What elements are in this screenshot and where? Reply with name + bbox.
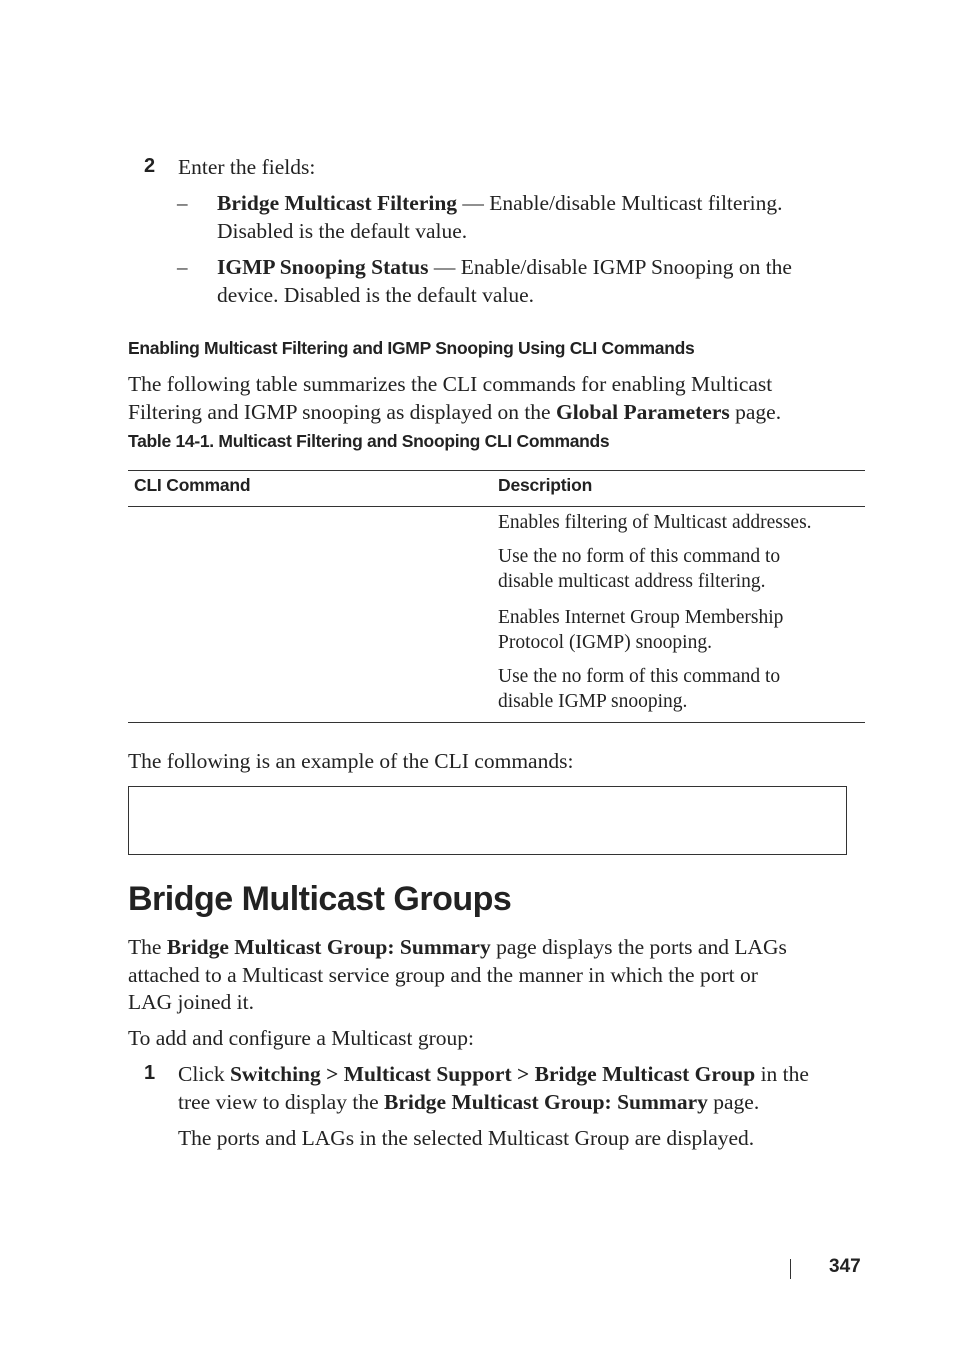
para-line: The: [128, 935, 167, 959]
example-intro: The following is an example of the CLI commands:: [128, 749, 574, 773]
table-cell-description: [498, 664, 780, 714]
table-cell-description: [498, 605, 783, 655]
table-header-cli-command: CLI Command: [134, 475, 251, 495]
field-bridge-multicast-filtering: [217, 190, 782, 245]
code-example-box: [128, 786, 847, 855]
para-line: page displays the ports and LAGs: [490, 935, 787, 959]
field-igmp-snooping-status: [217, 254, 792, 309]
cell-line: Enables Internet Group Membership: [498, 607, 784, 628]
table-top-rule: [128, 470, 865, 471]
field-desc-cont: Disabled is the default value.: [217, 218, 468, 243]
cell-line: Protocol (IGMP) snooping.: [498, 632, 712, 653]
step-intro: Enter the fields:: [178, 155, 316, 179]
table-cell-description: [498, 544, 780, 594]
step-text: tree view to display the: [178, 1089, 384, 1114]
field-name: IGMP Snooping Status: [217, 255, 429, 279]
para-line: page.: [729, 399, 782, 424]
step-text: page.: [707, 1089, 760, 1114]
ui-reference: Bridge Multicast Group: Summary: [166, 935, 491, 959]
ui-reference: Bridge Multicast Group: Summary: [383, 1089, 708, 1114]
section-paragraph: [128, 371, 781, 426]
list-dash: –: [177, 255, 188, 279]
step-number: 1: [144, 1062, 156, 1084]
bmg-instructions-intro: To add and configure a Multicast group:: [128, 1026, 474, 1050]
step-text: in the: [755, 1062, 809, 1086]
table-cell-description: [498, 510, 812, 535]
table-caption: Table 14-1. Multicast Filtering and Snooping CLI Commands: [128, 431, 610, 451]
para-line: Filtering and IGMP snooping as displayed on the: [128, 399, 556, 424]
step-instruction: [178, 1061, 809, 1116]
para-line: The following table summarizes the CLI commands for enabling Multicast: [128, 372, 773, 396]
page-title: Bridge Multicast Groups: [128, 880, 512, 918]
field-desc: — Enable/disable Multicast filtering.: [457, 191, 783, 215]
list-dash: –: [177, 191, 188, 215]
cell-line: disable IGMP snooping.: [498, 691, 688, 712]
para-line: LAG joined it.: [128, 990, 254, 1014]
bmg-paragraph: [128, 934, 787, 1017]
table-bottom-rule: [128, 722, 865, 723]
footer-divider: [790, 1259, 791, 1279]
page-number: 347: [829, 1256, 861, 1277]
step-number: 2: [144, 155, 156, 177]
field-desc: — Enable/disable IGMP Snooping on the: [428, 255, 792, 279]
section-heading: Enabling Multicast Filtering and IGMP Snooping Using CLI Commands: [128, 338, 695, 358]
step-text: Click: [178, 1062, 230, 1086]
field-name: Bridge Multicast Filtering: [217, 191, 458, 215]
cell-line: Enables filtering of Multicast addresses.: [498, 512, 812, 533]
field-desc-cont: device. Disabled is the default value.: [217, 282, 535, 307]
menu-path: Switching > Multicast Support > Bridge Multicast Group: [229, 1062, 756, 1086]
cell-line: Use the no form of this command to: [498, 546, 781, 567]
step-note: The ports and LAGs in the selected Multicast Group are displayed.: [178, 1126, 755, 1150]
table-header-rule: [128, 506, 865, 507]
para-line: attached to a Multicast service group and the manner in which the port or: [128, 962, 758, 987]
ui-reference: Global Parameters: [555, 399, 730, 424]
table-header-description: Description: [498, 475, 593, 495]
cell-line: disable multicast address filtering.: [498, 571, 766, 592]
cell-line: Use the no form of this command to: [498, 666, 781, 687]
